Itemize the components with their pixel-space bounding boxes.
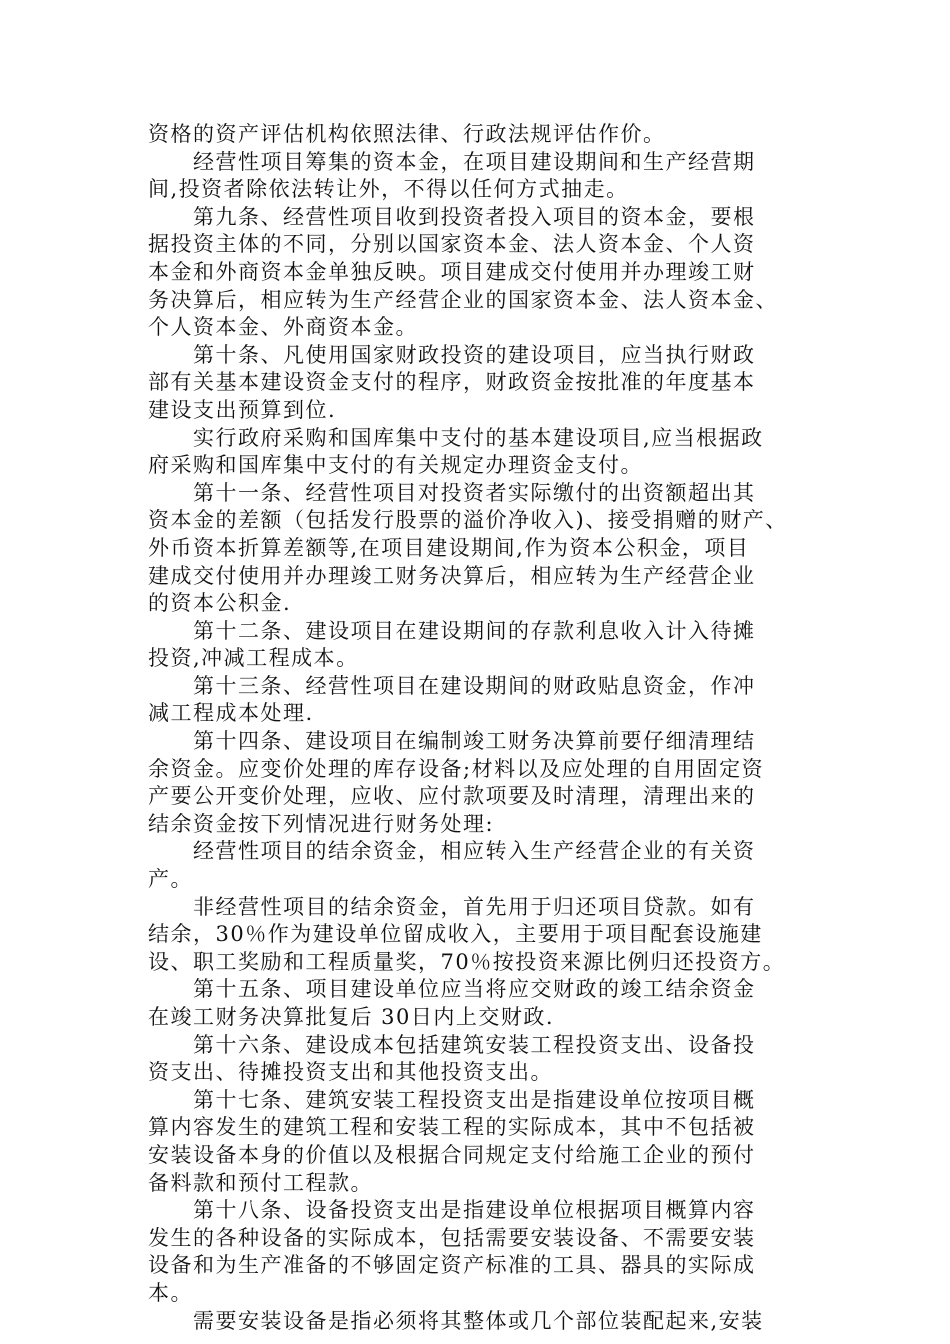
- paragraph-line: 间,投资者除依法转让外，不得以任何方式抽走。: [148, 177, 629, 202]
- paragraph-line: 建设支出预算到位.: [148, 397, 337, 422]
- paragraph-first-line: 需要安装设备是指必须将其整体或几个部位装配起来,安装: [193, 1308, 764, 1333]
- document-body: [148, 121, 808, 1335]
- paragraph-line: 在竣工财务决算批复后 30日内上交财政.: [148, 1005, 555, 1029]
- paragraph-line: 资支出、待摊投资支出和其他投资支出。: [148, 1060, 553, 1085]
- paragraph-first-line: 非经营性项目的结余资金，首先用于归还项目贷款。如有: [193, 894, 756, 919]
- paragraph-first-line: 第十七条、建筑安装工程投资支出是指建设单位按项目概: [193, 1087, 756, 1112]
- paragraph-line: 府采购和国库集中支付的有关规定办理资金支付。: [148, 453, 643, 478]
- paragraph-line: 资格的资产评估机构依照法律、行政法规评估作价。: [148, 122, 666, 146]
- paragraph-line: 结余资金按下列情况进行财务处理:: [148, 811, 495, 836]
- paragraph-first-line: 第十六条、建设成本包括建筑安装工程投资支出、设备投: [193, 1032, 756, 1057]
- paragraph-line: 建成交付使用并办理竣工财务决算后，相应转为生产经营企业: [148, 563, 756, 588]
- paragraph-first-line: 第十四条、建设项目在编制竣工财务决算前要仔细清理结: [193, 729, 756, 754]
- paragraph-line: 据投资主体的不同，分别以国家资本金、法人资本金、个人资: [148, 232, 756, 257]
- paragraph-first-line: 第十八条、设备投资支出是指建设单位根据项目概算内容: [193, 1198, 756, 1223]
- paragraph-line: 发生的各种设备的实际成本，包括需要安装设备、不需要安装: [148, 1225, 756, 1250]
- paragraph-line: 资本金的差额（包括发行股票的溢价净收入)、接受捐赠的财产、: [148, 508, 788, 533]
- paragraph-first-line: 第十三条、经营性项目在建设期间的财政贴息资金，作冲: [193, 673, 756, 698]
- paragraph-line: 备料款和预付工程款。: [148, 1170, 373, 1195]
- paragraph-line: 算内容发生的建筑工程和安装工程的实际成本，其中不包括被: [148, 1115, 756, 1140]
- paragraph-line: 余资金。应变价处理的库存设备;材料以及应处理的自用固定资: [148, 756, 765, 781]
- paragraph-line: 产要公开变价处理，应收、应付款项要及时清理，清理出来的: [148, 784, 756, 809]
- paragraph-first-line: 经营性项目筹集的资本金，在项目建设期间和生产经营期: [193, 149, 756, 174]
- paragraph-first-line: 实行政府采购和国库集中支付的基本建设项目,应当根据政: [193, 425, 764, 450]
- paragraph-line: 个人资本金、外商资本金。: [148, 315, 418, 340]
- paragraph-first-line: 第十一条、经营性项目对投资者实际缴付的出资额超出其: [193, 480, 756, 505]
- paragraph-line: 减工程成本处理.: [148, 701, 314, 726]
- paragraph-line: 产。: [148, 867, 193, 892]
- paragraph-line: 设、职工奖励和工程质量奖，70％按投资来源比例归还投资方。: [148, 949, 786, 974]
- paragraph-first-line: 第十二条、建设项目在建设期间的存款利息收入计入待摊: [193, 618, 756, 643]
- paragraph-line: 结余，30％作为建设单位留成收入，主要用于项目配套设施建: [148, 922, 763, 947]
- paragraph-first-line: 第九条、经营性项目收到投资者投入项目的资本金，要根: [193, 204, 756, 229]
- paragraph-line: 本。: [148, 1280, 193, 1305]
- paragraph-line: 投资,冲减工程成本。: [148, 646, 359, 671]
- paragraph-first-line: 第十条、凡使用国家财政投资的建设项目，应当执行财政: [193, 342, 756, 367]
- paragraph-line: 的资本公积金.: [148, 591, 292, 616]
- paragraph-line: 部有关基本建设资金支付的程序，财政资金按批准的年度基本: [148, 370, 756, 395]
- paragraph-line: 设备和为生产准备的不够固定资产标准的工具、器具的实际成: [148, 1253, 756, 1278]
- paragraph-line: 本金和外商资本金单独反映。项目建成交付使用并办理竣工财: [148, 259, 756, 284]
- paragraph-line: 安装设备本身的价值以及根据合同规定支付给施工企业的预付: [148, 1142, 756, 1167]
- paragraph-line: 外币资本折算差额等,在项目建设期间,作为资本公积金，项目: [148, 535, 750, 560]
- paragraph-first-line: 第十五条、项目建设单位应当将应交财政的竣工结余资金: [193, 977, 756, 1002]
- paragraph-line: 务决算后，相应转为生产经营企业的国家资本金、法人资本金、: [148, 287, 778, 312]
- paragraph-first-line: 经营性项目的结余资金，相应转入生产经营企业的有关资: [193, 839, 756, 864]
